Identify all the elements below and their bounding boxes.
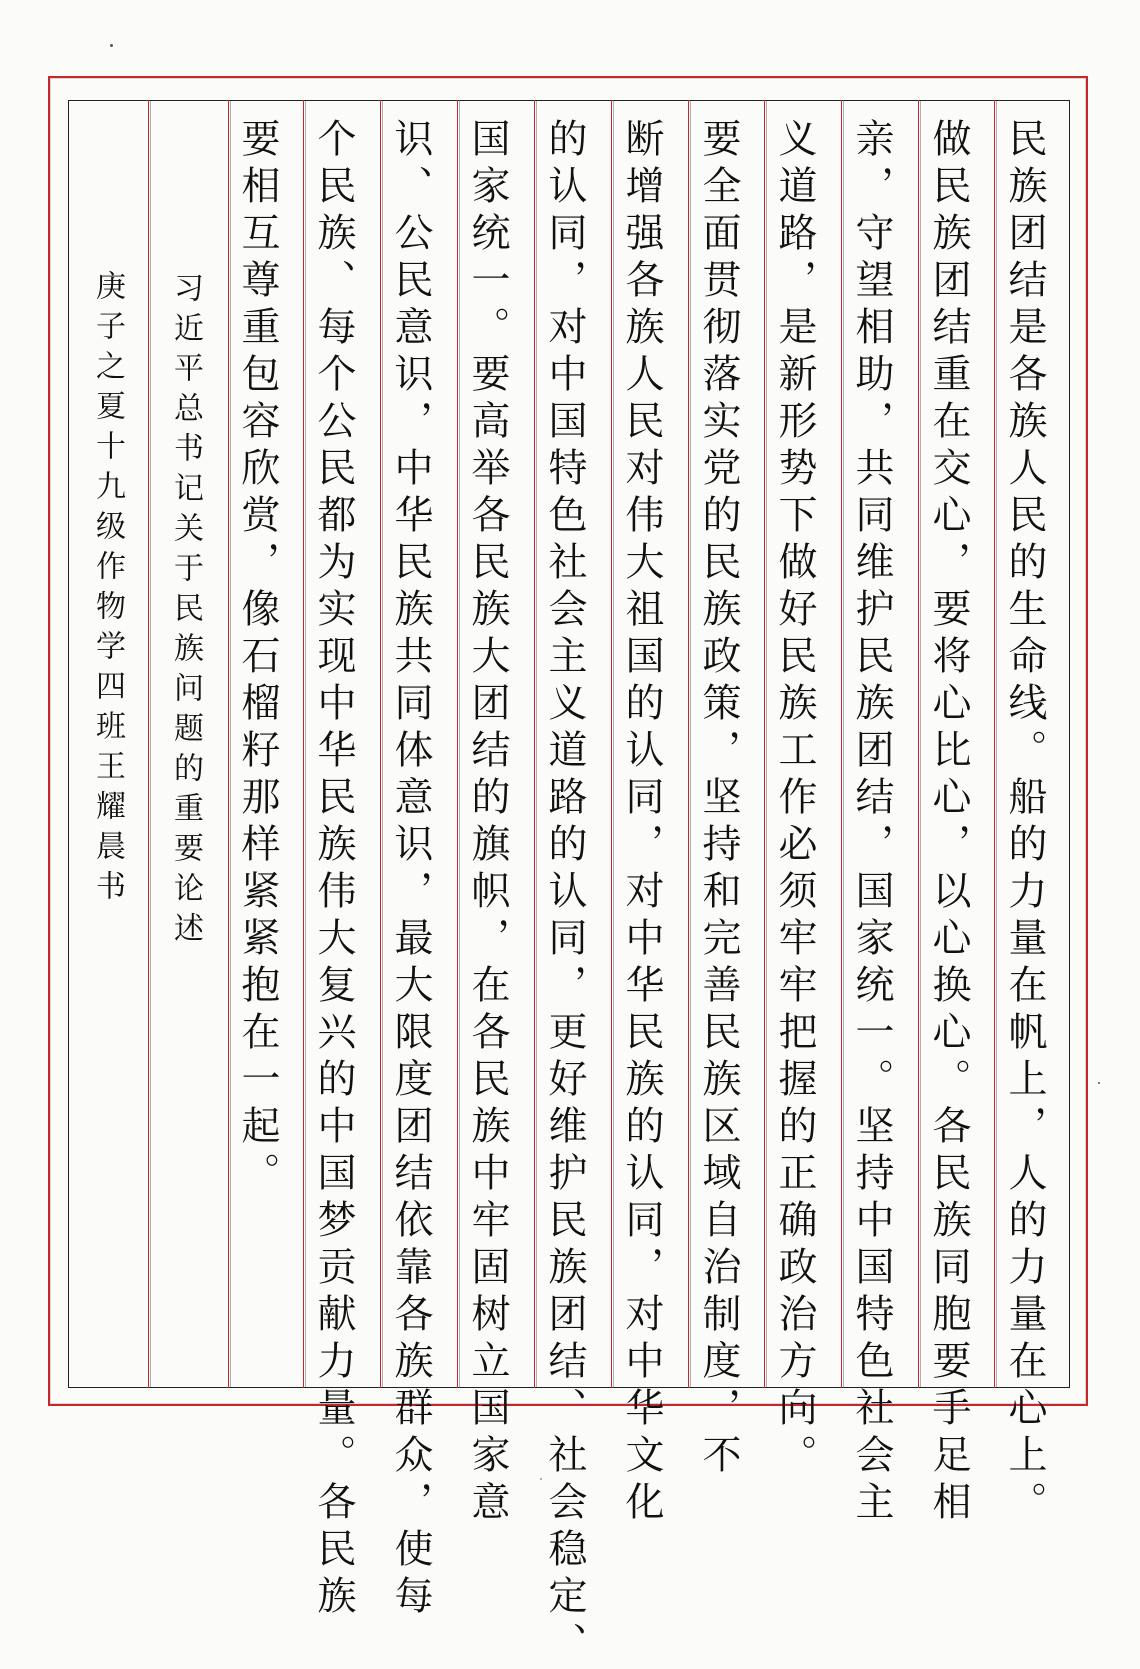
text-column-8: 国家统一。要高举各民族大团结的旗帜，在各民族中牢固树立国家意 [465,118,510,1528]
text-column-10: 个民族、每个公民都为实现中华民族伟大复兴的中国梦贡献力量。各民族 [311,118,356,1622]
column-rule [534,100,535,1388]
text-column-5: 要全面贯彻落实党的民族政策，坚持和完善民族区域自治制度，不 [696,118,741,1481]
text-column-3: 亲，守望相助，共同维护民族团结，国家统一。坚持中国特色社会主 [849,118,894,1528]
column-rule [764,100,765,1388]
text-column-4: 义道路，是新形势下做好民族工作必须牢牢把握的正确政治方向。 [772,118,817,1481]
text-column-6: 断增强各族人民对伟大祖国的认同，对中华民族的认同，对中华文化 [619,118,664,1528]
column-rule [611,100,612,1388]
column-rule [688,100,689,1388]
column-rule [457,100,458,1388]
column-rule [918,100,919,1388]
column-rule [303,100,304,1388]
column-rule [994,100,995,1388]
signature: 庚子之夏十九级作物学四班王耀晨书 [90,270,125,910]
column-rule [380,100,381,1388]
text-column-9: 识、公民意识，中华民族共同体意识，最大限度团结依靠各族群众，使每 [388,118,433,1622]
text-column-1: 民族团结是各族人民的生命线。船的力量在帆上，人的力量在心上。 [1002,118,1047,1528]
column-rule [228,100,229,1388]
scan-speck [1098,1082,1100,1084]
text-column-2: 做民族团结重在交心，要将心比心，以心换心。各民族同胞要手足相 [926,118,971,1528]
source-note: 习近平总书记关于民族问题的重要论述 [168,272,203,952]
scan-speck [540,1478,542,1480]
scan-speck [110,44,113,47]
column-rule [148,100,149,1388]
column-rule [841,100,842,1388]
text-column-7: 的认同，对中国特色社会主义道路的认同，更好维护民族团结、社会稳定、 [542,118,587,1669]
text-column-11: 要相互尊重包容欣赏，像石榴籽那样紧紧抱在一起。 [235,118,280,1199]
